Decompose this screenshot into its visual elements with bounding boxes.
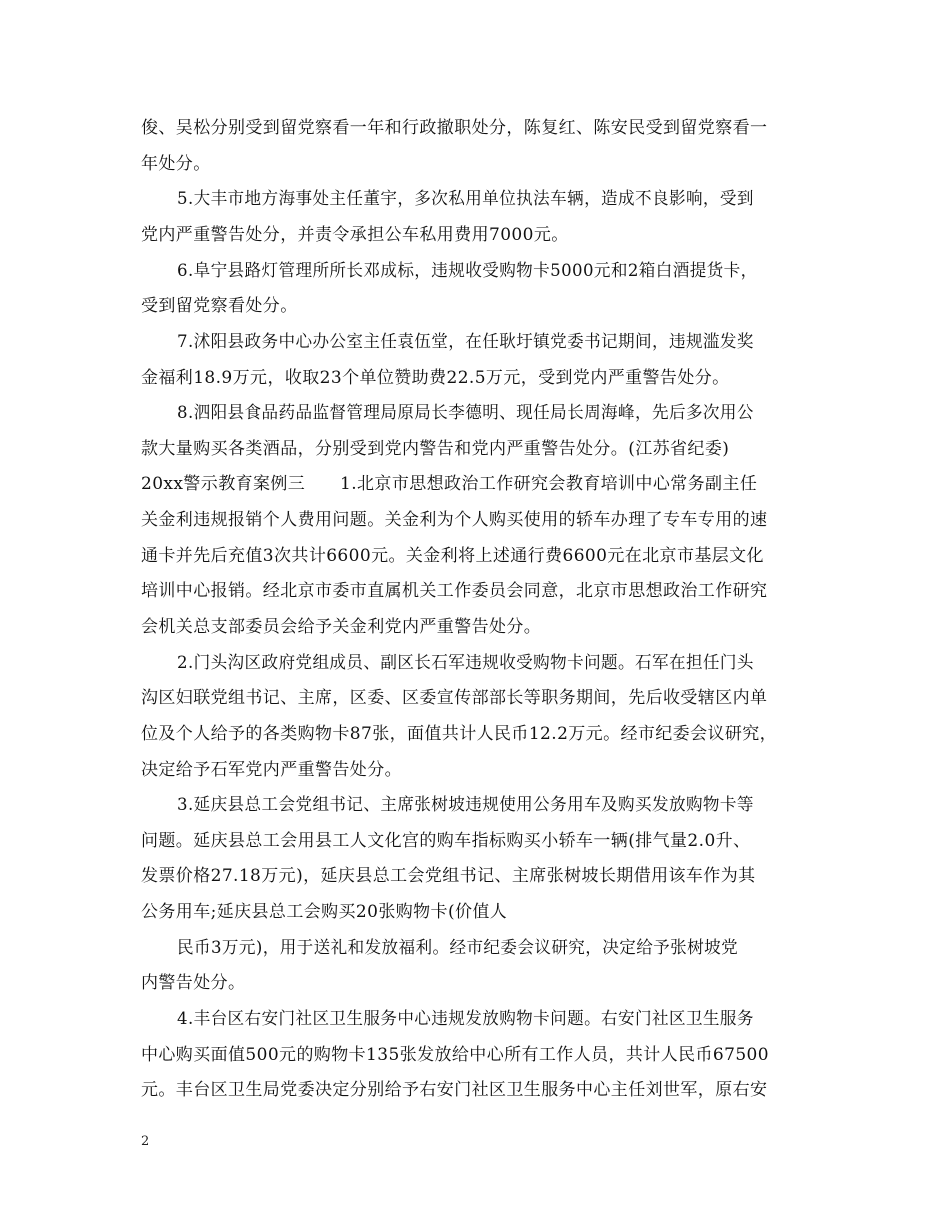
text-line: 公务用车;延庆县总工会购买20张购物卡(价值人 bbox=[141, 902, 508, 922]
text-line: 民币3万元)，用于送礼和发放福利。经市纪委会议研究，决定给予张树坡党 bbox=[177, 938, 739, 958]
text-line: 决定给予石军党内严重警告处分。 bbox=[141, 760, 402, 780]
text-line: 款大量购买各类酒品，分别受到党内警告和党内严重警告处分。(江苏省纪委) bbox=[141, 439, 730, 459]
text-line: 关金利违规报销个人费用问题。关金利为个人购买使用的轿车办理了专车专用的速 bbox=[141, 510, 768, 530]
text-line: 年处分。 bbox=[141, 154, 211, 174]
text-line: 8.泗阳县食品药品监督管理局原局长李德明、现任局长周海峰，先后多次用公 bbox=[177, 403, 754, 423]
text-line: 7.沭阳县政务中心办公室主任袁伍堂，在任耿圩镇党委书记期间，违规滥发奖 bbox=[177, 332, 754, 352]
text-line: 6.阜宁县路灯管理所所长邓成标，违规收受购物卡5000元和2箱白酒提货卡， bbox=[177, 261, 758, 281]
text-line: 通卡并先后充值3次共计6600元。关金利将上述通行费6600元在北京市基层文化 bbox=[141, 546, 764, 566]
text-line: 3.延庆县总工会党组书记、主席张树坡违规使用公务用车及购买发放购物卡等 bbox=[177, 795, 754, 815]
text-line: 问题。延庆县总工会用县工人文化宫的购车指标购买小轿车一辆(排气量2.0升、 bbox=[141, 831, 751, 851]
text-line: 5.大丰市地方海事处主任董宇，多次私用单位执法车辆，造成不良影响，受到 bbox=[177, 189, 754, 209]
text-line: 受到留党察看处分。 bbox=[141, 296, 298, 316]
text-line: 发票价格27.18万元)，延庆县总工会党组书记、主席张树坡长期借用该车作为其 bbox=[141, 866, 756, 886]
text-line: 元。丰台区卫生局党委决定分别给予右安门社区卫生服务中心主任刘世军，原右安 bbox=[141, 1080, 768, 1100]
text-line: 20xx警示教育案例三 1.北京市思想政治工作研究会教育培训中心常务副主任 bbox=[141, 474, 758, 494]
text-line: 会机关总支部委员会给予关金利党内严重警告处分。 bbox=[141, 617, 542, 637]
text-line: 位及个人给予的各类购物卡87张，面值共计人民币12.2万元。经市纪委会议研究， bbox=[141, 724, 778, 744]
text-line: 党内严重警告处分，并责令承担公车私用费用7000元。 bbox=[141, 225, 569, 245]
text-line: 内警告处分。 bbox=[141, 973, 246, 993]
text-line: 金福利18.9万元，收取23个单位赞助费22.5万元，受到党内严重警告处分。 bbox=[141, 368, 730, 388]
page-number: 2 bbox=[141, 1134, 150, 1149]
text-line: 4.丰台区右安门社区卫生服务中心违规发放购物卡问题。右安门社区卫生服务 bbox=[177, 1009, 754, 1029]
text-line: 俊、吴松分别受到留党察看一年和行政撤职处分，陈复红、陈安民受到留党察看一 bbox=[141, 118, 768, 138]
text-line: 2.门头沟区政府党组成员、副区长石军违规收受购物卡问题。石军在担任门头 bbox=[177, 653, 754, 673]
text-line: 中心购买面值500元的购物卡135张发放给中心所有工作人员，共计人民币67500 bbox=[141, 1045, 769, 1065]
text-line: 沟区妇联党组书记、主席，区委、区委宣传部部长等职务期间，先后收受辖区内单 bbox=[141, 688, 768, 708]
text-line: 培训中心报销。经北京市委市直属机关工作委员会同意，北京市思想政治工作研究 bbox=[141, 581, 768, 601]
